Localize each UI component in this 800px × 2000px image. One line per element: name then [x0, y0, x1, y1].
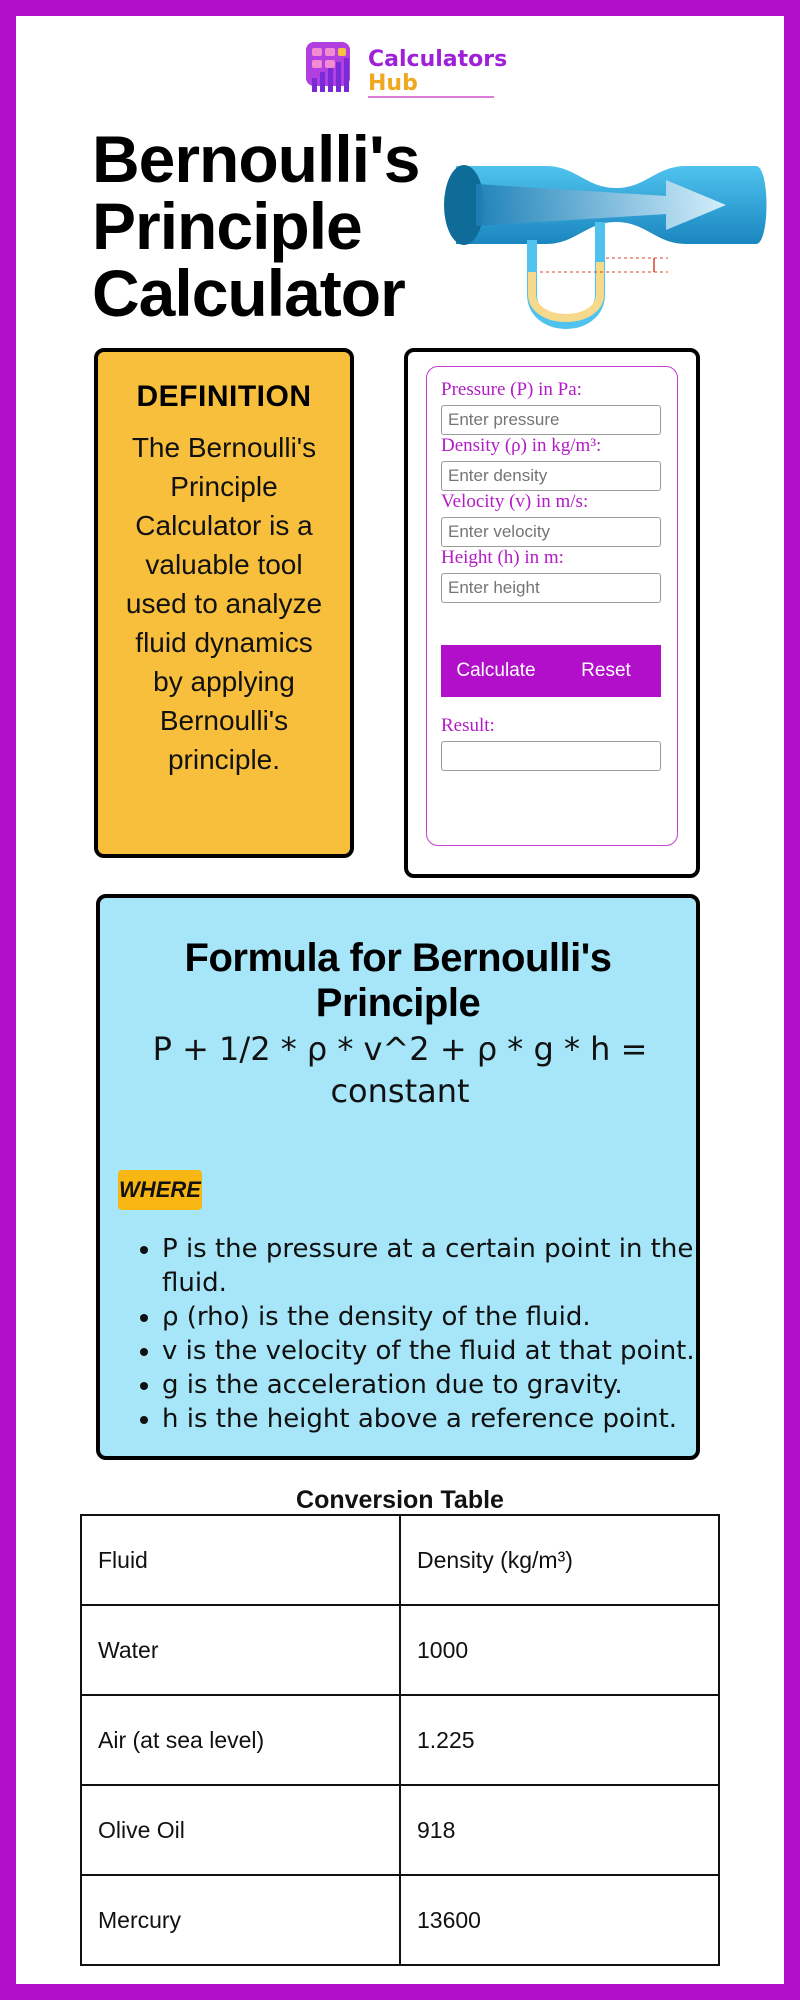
- page-title: Bernoulli's Principle Calculator: [92, 122, 420, 330]
- height-label: Height (h) in m:: [441, 547, 564, 568]
- list-item: • h is the height above a reference point.: [162, 1402, 702, 1436]
- table-row: [81, 1605, 719, 1695]
- velocity-label: Velocity (v) in m/s:: [441, 491, 589, 512]
- formula-equation: P + 1/2 * ρ * v^2 + ρ * g * h = constant: [152, 1030, 648, 1110]
- table-cell: Mercury: [81, 1875, 400, 1965]
- page: [16, 16, 784, 1984]
- table-row: [81, 1875, 719, 1965]
- logo-line2: Hub: [368, 71, 418, 96]
- definition-body: The Bernoulli's Principle Calculator is a valuable tool used to analyze fluid dynamics by applying Bernoulli's principle.: [125, 432, 323, 775]
- density-label: Density (ρ) in kg/m³:: [441, 435, 602, 456]
- list-item: • v is the velocity of the fluid at that point.: [162, 1334, 702, 1368]
- height-input[interactable]: [441, 573, 661, 603]
- definition-heading: DEFINITION: [136, 380, 312, 413]
- table-cell: Olive Oil: [81, 1785, 400, 1875]
- table-cell: Water: [81, 1605, 400, 1695]
- calculate-button[interactable]: Calculate: [456, 660, 536, 681]
- table-cell: 1.225: [400, 1695, 719, 1785]
- velocity-input[interactable]: [441, 517, 661, 547]
- table-cell: 1000: [400, 1605, 719, 1695]
- table-header-row: [81, 1515, 719, 1605]
- where-badge: WHERE: [118, 1170, 202, 1210]
- pressure-label: Pressure (P) in Pa:: [441, 379, 582, 400]
- table-row: [81, 1695, 719, 1785]
- table-row: [81, 1785, 719, 1875]
- logo-line1: Calculators: [368, 47, 508, 72]
- table-cell: 13600: [400, 1875, 719, 1965]
- list-item: • P is the pressure at a certain point in the fluid.: [162, 1232, 702, 1300]
- formula-card: [96, 894, 700, 1460]
- list-item: • ρ (rho) is the density of the fluid.: [162, 1300, 702, 1334]
- table-cell: 918: [400, 1785, 719, 1875]
- result-output[interactable]: [441, 741, 661, 771]
- definition-card: [94, 348, 354, 858]
- calculator-card: [404, 348, 700, 878]
- density-input[interactable]: [441, 461, 661, 491]
- logo-icon: [304, 40, 360, 96]
- table-header-cell: Fluid: [81, 1515, 400, 1605]
- logo-underline: [368, 96, 494, 98]
- reset-button[interactable]: Reset: [581, 660, 631, 681]
- conversion-table-title: Conversion Table: [296, 1486, 504, 1514]
- conversion-table: [80, 1514, 720, 1966]
- table-cell: Air (at sea level): [81, 1695, 400, 1785]
- pressure-input[interactable]: [441, 405, 661, 435]
- formula-title: Formula for Bernoulli's Principle: [184, 936, 612, 1025]
- venturi-pipe-illustration: [436, 144, 776, 344]
- button-bar: [441, 645, 661, 697]
- calculators-hub-logo[interactable]: [304, 40, 508, 100]
- table-header-cell: Density (kg/m³): [400, 1515, 719, 1605]
- list-item: • g is the acceleration due to gravity.: [162, 1368, 702, 1402]
- result-label: Result:: [441, 715, 495, 736]
- calculator-form: [426, 366, 678, 846]
- variable-list: [134, 1232, 702, 1436]
